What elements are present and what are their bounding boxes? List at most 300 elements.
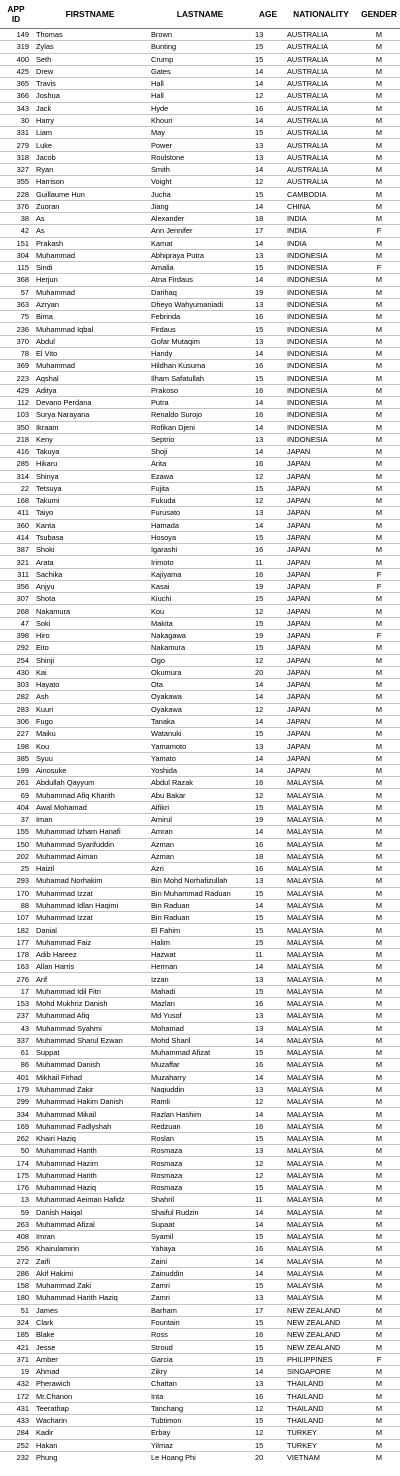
firstname-cell: Muhammad Iqbal xyxy=(32,323,148,335)
age-cell: 15 xyxy=(252,1231,284,1243)
app-id-cell: 218 xyxy=(0,433,32,445)
firstname-cell: Arif xyxy=(32,973,148,985)
app-id-cell: 261 xyxy=(0,777,32,789)
app-id-cell: 293 xyxy=(0,875,32,887)
gender-cell: M xyxy=(358,212,400,224)
age-cell: 14 xyxy=(252,1071,284,1083)
nationality-cell: MALAYSIA xyxy=(284,1194,358,1206)
nationality-cell: JAPAN xyxy=(284,568,358,580)
firstname-cell: Muhammad Izham Hanafi xyxy=(32,826,148,838)
age-cell: 15 xyxy=(252,1415,284,1427)
nationality-cell: JAPAN xyxy=(284,458,358,470)
nationality-cell: NEW ZEALAND xyxy=(284,1316,358,1328)
lastname-cell: Fukuda xyxy=(148,495,252,507)
nationality-cell: INDONESIA xyxy=(284,286,358,298)
gender-cell: M xyxy=(358,1022,400,1034)
age-cell: 15 xyxy=(252,801,284,813)
firstname-cell: Ikraam xyxy=(32,421,148,433)
firstname-cell: Hayato xyxy=(32,679,148,691)
app-id-cell: 179 xyxy=(0,1083,32,1095)
firstname-cell: Hakan xyxy=(32,1439,148,1451)
nationality-cell: CHINA xyxy=(284,200,358,212)
nationality-cell: AUSTRALIA xyxy=(284,53,358,65)
age-cell: 15 xyxy=(252,1341,284,1353)
lastname-cell: Herman xyxy=(148,961,252,973)
app-id-cell: 369 xyxy=(0,360,32,372)
app-id-cell: 318 xyxy=(0,151,32,163)
table-row xyxy=(0,850,400,862)
table-row xyxy=(0,396,400,408)
gender-cell: M xyxy=(358,41,400,53)
gender-cell: F xyxy=(358,630,400,642)
firstname-cell: Phung xyxy=(32,1451,148,1463)
table-row xyxy=(0,1280,400,1292)
lastname-cell: Muzaharry xyxy=(148,1071,252,1083)
app-id-cell: 279 xyxy=(0,139,32,151)
nationality-cell: MALAYSIA xyxy=(284,948,358,960)
nationality-cell: MALAYSIA xyxy=(284,1181,358,1193)
lastname-cell: Bin Muhammad Raduan xyxy=(148,887,252,899)
lastname-cell: Garcia xyxy=(148,1353,252,1365)
table-row xyxy=(0,1108,400,1120)
age-cell: 16 xyxy=(252,458,284,470)
nationality-cell: JAPAN xyxy=(284,715,358,727)
age-cell: 15 xyxy=(252,482,284,494)
firstname-cell: Jesse xyxy=(32,1341,148,1353)
app-id-cell: 360 xyxy=(0,519,32,531)
table-row xyxy=(0,65,400,77)
gender-cell: F xyxy=(358,580,400,592)
col-header-gender: GENDER xyxy=(358,0,400,29)
app-id-cell: 43 xyxy=(0,1022,32,1034)
age-cell: 14 xyxy=(252,679,284,691)
lastname-cell: Muhammad Afizat xyxy=(148,1047,252,1059)
nationality-cell: MALAYSIA xyxy=(284,1255,358,1267)
age-cell: 13 xyxy=(252,1010,284,1022)
table-row xyxy=(0,384,400,396)
firstname-cell: Guillaume Hun xyxy=(32,188,148,200)
lastname-cell: Kou xyxy=(148,605,252,617)
lastname-cell: Jiang xyxy=(148,200,252,212)
nationality-cell: INDONESIA xyxy=(284,409,358,421)
col-header-lastname: LASTNAME xyxy=(148,0,252,29)
age-cell: 14 xyxy=(252,1365,284,1377)
app-id-cell: 232 xyxy=(0,1451,32,1463)
age-cell: 15 xyxy=(252,985,284,997)
age-cell: 16 xyxy=(252,311,284,323)
firstname-cell: Adib Hareez xyxy=(32,948,148,960)
app-id-cell: 304 xyxy=(0,249,32,261)
firstname-cell: Tetsuya xyxy=(32,482,148,494)
age-cell: 20 xyxy=(252,666,284,678)
table-row xyxy=(0,176,400,188)
nationality-cell: AUSTRALIA xyxy=(284,65,358,77)
nationality-cell: MALAYSIA xyxy=(284,1047,358,1059)
gender-cell: M xyxy=(358,249,400,261)
lastname-cell: Jucha xyxy=(148,188,252,200)
age-cell: 15 xyxy=(252,728,284,740)
gender-cell: M xyxy=(358,1402,400,1414)
app-id-cell: 376 xyxy=(0,200,32,212)
age-cell: 12 xyxy=(252,654,284,666)
gender-cell: M xyxy=(358,642,400,654)
gender-cell: M xyxy=(358,1047,400,1059)
nationality-cell: MALAYSIA xyxy=(284,1010,358,1022)
age-cell: 14 xyxy=(252,1206,284,1218)
app-id-cell: 198 xyxy=(0,740,32,752)
age-cell: 18 xyxy=(252,850,284,862)
firstname-cell: Zaifi xyxy=(32,1255,148,1267)
firstname-cell: Jack xyxy=(32,102,148,114)
lastname-cell: Crump xyxy=(148,53,252,65)
gender-cell: F xyxy=(358,568,400,580)
table-row xyxy=(0,1169,400,1181)
nationality-cell: MALAYSIA xyxy=(284,1132,358,1144)
lastname-cell: Kamat xyxy=(148,237,252,249)
lastname-cell: Shaiful Rudzin xyxy=(148,1206,252,1218)
firstname-cell: Mr.Chanon xyxy=(32,1390,148,1402)
table-row xyxy=(0,212,400,224)
age-cell: 16 xyxy=(252,102,284,114)
nationality-cell: MALAYSIA xyxy=(284,1157,358,1169)
lastname-cell: Amalia xyxy=(148,262,252,274)
lastname-cell: Zamri xyxy=(148,1292,252,1304)
gender-cell: F xyxy=(358,1353,400,1365)
table-row xyxy=(0,29,400,41)
nationality-cell: MALAYSIA xyxy=(284,1145,358,1157)
app-id-cell: 103 xyxy=(0,409,32,421)
lastname-cell: Mohd Sharil xyxy=(148,1034,252,1046)
gender-cell: M xyxy=(358,53,400,65)
gender-cell: M xyxy=(358,1427,400,1439)
lastname-cell: Kajiyama xyxy=(148,568,252,580)
lastname-cell: Fountain xyxy=(148,1316,252,1328)
app-id-cell: 414 xyxy=(0,531,32,543)
lastname-cell: Gates xyxy=(148,65,252,77)
lastname-cell: May xyxy=(148,127,252,139)
table-row xyxy=(0,838,400,850)
age-cell: 14 xyxy=(252,396,284,408)
app-id-cell: 321 xyxy=(0,556,32,568)
table-row xyxy=(0,507,400,519)
age-cell: 14 xyxy=(252,421,284,433)
gender-cell: M xyxy=(358,961,400,973)
age-cell: 12 xyxy=(252,605,284,617)
age-cell: 16 xyxy=(252,409,284,421)
age-cell: 15 xyxy=(252,617,284,629)
nationality-cell: SINGAPORE xyxy=(284,1365,358,1377)
lastname-cell: Firdaus xyxy=(148,323,252,335)
app-id-cell: 307 xyxy=(0,593,32,605)
gender-cell: F xyxy=(358,225,400,237)
app-id-cell: 252 xyxy=(0,1439,32,1451)
table-row xyxy=(0,200,400,212)
app-id-cell: 51 xyxy=(0,1304,32,1316)
gender-cell: M xyxy=(358,1243,400,1255)
nationality-cell: AUSTRALIA xyxy=(284,114,358,126)
app-id-cell: 337 xyxy=(0,1034,32,1046)
lastname-cell: Renaldo Surojo xyxy=(148,409,252,421)
firstname-cell: Syuu xyxy=(32,752,148,764)
age-cell: 19 xyxy=(252,286,284,298)
app-id-cell: 163 xyxy=(0,961,32,973)
gender-cell: M xyxy=(358,470,400,482)
nationality-cell: INDONESIA xyxy=(284,396,358,408)
table-row xyxy=(0,936,400,948)
table-row xyxy=(0,1316,400,1328)
app-id-cell: 47 xyxy=(0,617,32,629)
table-row xyxy=(0,53,400,65)
nationality-cell: MALAYSIA xyxy=(284,887,358,899)
lastname-cell: Oyakawa xyxy=(148,691,252,703)
firstname-cell: Zylas xyxy=(32,41,148,53)
firstname-cell: Harry xyxy=(32,114,148,126)
firstname-cell: Aqshal xyxy=(32,372,148,384)
app-id-cell: 272 xyxy=(0,1255,32,1267)
app-id-cell: 228 xyxy=(0,188,32,200)
nationality-cell: PHILIPPINES xyxy=(284,1353,358,1365)
app-id-cell: 421 xyxy=(0,1341,32,1353)
nationality-cell: MALAYSIA xyxy=(284,1243,358,1255)
app-id-cell: 25 xyxy=(0,863,32,875)
table-row xyxy=(0,875,400,887)
gender-cell: M xyxy=(358,752,400,764)
table-row xyxy=(0,1304,400,1316)
gender-cell: M xyxy=(358,1206,400,1218)
nationality-cell: INDIA xyxy=(284,237,358,249)
nationality-cell: THAILAND xyxy=(284,1390,358,1402)
firstname-cell: Aditya xyxy=(32,384,148,396)
lastname-cell: Yahaya xyxy=(148,1243,252,1255)
lastname-cell: Tanaka xyxy=(148,715,252,727)
nationality-cell: MALAYSIA xyxy=(284,985,358,997)
table-row xyxy=(0,286,400,298)
age-cell: 15 xyxy=(252,924,284,936)
firstname-cell: Muhammad Sharul Ezwan xyxy=(32,1034,148,1046)
age-cell: 13 xyxy=(252,1022,284,1034)
firstname-cell: Muhammad Aiman xyxy=(32,850,148,862)
gender-cell: M xyxy=(358,1365,400,1377)
lastname-cell: Hyde xyxy=(148,102,252,114)
col-header-firstname: FIRSTNAME xyxy=(32,0,148,29)
table-row xyxy=(0,863,400,875)
lastname-cell: Gofar Mutaqim xyxy=(148,335,252,347)
table-row xyxy=(0,1010,400,1022)
app-id-cell: 292 xyxy=(0,642,32,654)
table-row xyxy=(0,961,400,973)
table-row xyxy=(0,421,400,433)
table-row xyxy=(0,274,400,286)
nationality-cell: AUSTRALIA xyxy=(284,29,358,41)
table-row xyxy=(0,605,400,617)
lastname-cell: Alexander xyxy=(148,212,252,224)
lastname-cell: Mahadi xyxy=(148,985,252,997)
table-row xyxy=(0,1071,400,1083)
col-header-nationality: NATIONALITY xyxy=(284,0,358,29)
gender-cell: M xyxy=(358,1169,400,1181)
lastname-cell: Roulstone xyxy=(148,151,252,163)
age-cell: 14 xyxy=(252,519,284,531)
age-cell: 13 xyxy=(252,1378,284,1390)
firstname-cell: Fugo xyxy=(32,715,148,727)
col-header-app-id: APP ID xyxy=(0,0,32,29)
firstname-cell: Eito xyxy=(32,642,148,654)
age-cell: 14 xyxy=(252,65,284,77)
app-id-cell: 254 xyxy=(0,654,32,666)
firstname-cell: Arata xyxy=(32,556,148,568)
table-row xyxy=(0,1243,400,1255)
gender-cell: M xyxy=(358,482,400,494)
lastname-cell: Ezawa xyxy=(148,470,252,482)
nationality-cell: MALAYSIA xyxy=(284,1059,358,1071)
lastname-cell: Shahril xyxy=(148,1194,252,1206)
app-id-cell: 263 xyxy=(0,1218,32,1230)
header-row xyxy=(0,0,400,29)
app-id-cell: 178 xyxy=(0,948,32,960)
lastname-cell: Syamil xyxy=(148,1231,252,1243)
gender-cell: M xyxy=(358,409,400,421)
firstname-cell: Sindi xyxy=(32,262,148,274)
lastname-cell: Roslan xyxy=(148,1132,252,1144)
nationality-cell: MALAYSIA xyxy=(284,875,358,887)
table-row xyxy=(0,1267,400,1279)
age-cell: 19 xyxy=(252,580,284,592)
table-row xyxy=(0,1427,400,1439)
age-cell: 15 xyxy=(252,127,284,139)
app-id-cell: 286 xyxy=(0,1267,32,1279)
app-id-cell: 199 xyxy=(0,764,32,776)
age-cell: 13 xyxy=(252,507,284,519)
table-row xyxy=(0,801,400,813)
table-row xyxy=(0,1194,400,1206)
nationality-cell: JAPAN xyxy=(284,703,358,715)
firstname-cell: Muhammad Izzat xyxy=(32,912,148,924)
nationality-cell: MALAYSIA xyxy=(284,936,358,948)
table-row xyxy=(0,262,400,274)
gender-cell: M xyxy=(358,1194,400,1206)
table-row xyxy=(0,127,400,139)
age-cell: 14 xyxy=(252,1218,284,1230)
age-cell: 12 xyxy=(252,176,284,188)
lastname-cell: Yilmaz xyxy=(148,1439,252,1451)
age-cell: 14 xyxy=(252,715,284,727)
gender-cell: M xyxy=(358,826,400,838)
nationality-cell: JAPAN xyxy=(284,544,358,556)
app-id-cell: 13 xyxy=(0,1194,32,1206)
firstname-cell: Ahmad xyxy=(32,1365,148,1377)
table-row xyxy=(0,90,400,102)
firstname-cell: Imran xyxy=(32,1231,148,1243)
nationality-cell: INDONESIA xyxy=(284,311,358,323)
table-row xyxy=(0,679,400,691)
nationality-cell: MALAYSIA xyxy=(284,789,358,801)
table-row xyxy=(0,899,400,911)
nationality-cell: JAPAN xyxy=(284,617,358,629)
age-cell: 13 xyxy=(252,973,284,985)
table-row xyxy=(0,1096,400,1108)
lastname-cell: Hall xyxy=(148,78,252,90)
nationality-cell: JAPAN xyxy=(284,605,358,617)
table-body xyxy=(0,29,400,1464)
gender-cell: M xyxy=(358,360,400,372)
table-row xyxy=(0,1083,400,1095)
app-id-cell: 327 xyxy=(0,163,32,175)
lastname-cell: Bin Raduan xyxy=(148,912,252,924)
nationality-cell: JAPAN xyxy=(284,630,358,642)
nationality-cell: AUSTRALIA xyxy=(284,163,358,175)
app-id-cell: 155 xyxy=(0,826,32,838)
nationality-cell: MALAYSIA xyxy=(284,850,358,862)
firstname-cell: El Vito xyxy=(32,347,148,359)
gender-cell: M xyxy=(358,875,400,887)
gender-cell: M xyxy=(358,188,400,200)
firstname-cell: Danial xyxy=(32,924,148,936)
lastname-cell: Barham xyxy=(148,1304,252,1316)
nationality-cell: AUSTRALIA xyxy=(284,90,358,102)
nationality-cell: MALAYSIA xyxy=(284,826,358,838)
gender-cell: M xyxy=(358,298,400,310)
gender-cell: M xyxy=(358,814,400,826)
app-id-cell: 299 xyxy=(0,1096,32,1108)
firstname-cell: Muhammad Syahmi xyxy=(32,1022,148,1034)
firstname-cell: Abdullah Qayyum xyxy=(32,777,148,789)
app-id-cell: 153 xyxy=(0,997,32,1009)
table-row xyxy=(0,630,400,642)
age-cell: 15 xyxy=(252,41,284,53)
gender-cell: M xyxy=(358,151,400,163)
gender-cell: M xyxy=(358,1108,400,1120)
firstname-cell: Sachika xyxy=(32,568,148,580)
firstname-cell: Akif Hakimi xyxy=(32,1267,148,1279)
firstname-cell: Liam xyxy=(32,127,148,139)
app-id-cell: 175 xyxy=(0,1169,32,1181)
table-row xyxy=(0,1292,400,1304)
firstname-cell: Kadir xyxy=(32,1427,148,1439)
gender-cell: M xyxy=(358,286,400,298)
gender-cell: M xyxy=(358,1231,400,1243)
age-cell: 11 xyxy=(252,1194,284,1206)
gender-cell: M xyxy=(358,323,400,335)
app-id-cell: 398 xyxy=(0,630,32,642)
gender-cell: F xyxy=(358,262,400,274)
lastname-cell: Smith xyxy=(148,163,252,175)
firstname-cell: Ainosuke xyxy=(32,764,148,776)
age-cell: 12 xyxy=(252,789,284,801)
gender-cell: M xyxy=(358,764,400,776)
gender-cell: M xyxy=(358,1132,400,1144)
nationality-cell: TURKEY xyxy=(284,1427,358,1439)
nationality-cell: MALAYSIA xyxy=(284,1206,358,1218)
app-id-cell: 69 xyxy=(0,789,32,801)
table-row xyxy=(0,1451,400,1463)
nationality-cell: INDONESIA xyxy=(284,360,358,372)
app-id-cell: 174 xyxy=(0,1157,32,1169)
lastname-cell: Azman xyxy=(148,838,252,850)
gender-cell: M xyxy=(358,1145,400,1157)
nationality-cell: INDONESIA xyxy=(284,335,358,347)
app-id-cell: 202 xyxy=(0,850,32,862)
nationality-cell: MALAYSIA xyxy=(284,899,358,911)
nationality-cell: INDONESIA xyxy=(284,372,358,384)
nationality-cell: AUSTRALIA xyxy=(284,139,358,151)
table-row xyxy=(0,1218,400,1230)
nationality-cell: AUSTRALIA xyxy=(284,176,358,188)
gender-cell: M xyxy=(358,1034,400,1046)
app-id-cell: 363 xyxy=(0,298,32,310)
table-row xyxy=(0,997,400,1009)
nationality-cell: JAPAN xyxy=(284,666,358,678)
age-cell: 15 xyxy=(252,188,284,200)
